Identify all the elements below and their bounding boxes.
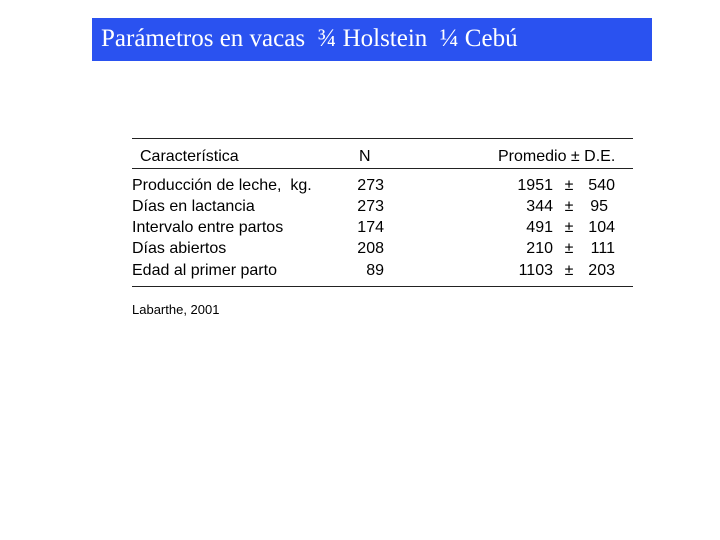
row-n: 273 xyxy=(357,177,384,194)
row-caracteristica: Días abiertos xyxy=(132,240,227,257)
row-n: 208 xyxy=(357,240,384,257)
row-promedio: 1951 xyxy=(517,177,553,194)
row-promedio: 1103 xyxy=(518,262,553,279)
row-plus-minus: ± xyxy=(564,219,574,236)
row-de: 104 xyxy=(588,219,615,236)
row-de: 540 xyxy=(588,177,615,194)
row-promedio: 210 xyxy=(526,240,553,257)
source-citation: Labarthe, 2001 xyxy=(132,302,220,317)
header-caracteristica: Característica xyxy=(140,148,239,165)
header-n: N xyxy=(359,148,371,165)
header-rule xyxy=(132,168,633,169)
row-n: 89 xyxy=(366,262,384,279)
row-plus-minus: ± xyxy=(564,198,574,215)
row-promedio: 491 xyxy=(526,219,553,236)
row-plus-minus: ± xyxy=(564,262,574,279)
table-top-rule xyxy=(132,138,633,139)
row-caracteristica: Edad al primer parto xyxy=(132,262,277,279)
row-plus-minus: ± xyxy=(564,240,574,257)
row-promedio: 344 xyxy=(526,198,553,215)
row-plus-minus: ± xyxy=(564,177,574,194)
row-de: 203 xyxy=(588,262,615,279)
row-caracteristica: Producción de leche, kg. xyxy=(132,177,312,194)
table-bottom-rule xyxy=(132,286,633,287)
header-promedio: Promedio ± D.E. xyxy=(498,148,616,165)
row-n: 174 xyxy=(357,219,384,236)
row-caracteristica: Días en lactancia xyxy=(132,198,255,215)
row-de: 95 xyxy=(590,198,608,215)
row-caracteristica: Intervalo entre partos xyxy=(132,219,284,236)
row-n: 273 xyxy=(357,198,384,215)
slide-title: Parámetros en vacas ¾ Holstein ¼ Cebú xyxy=(101,25,518,52)
row-de: 111 xyxy=(590,240,615,257)
title-bar xyxy=(92,18,652,61)
